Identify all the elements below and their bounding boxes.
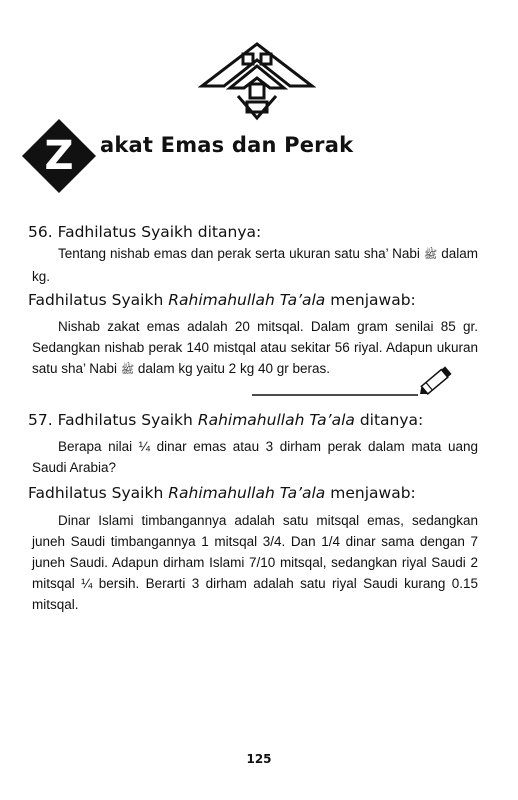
question-57-text: Berapa nilai ¼ dinar emas atau 3 dirham perak dalam mata uang Saudi Arabia? (32, 439, 478, 475)
pbuh-symbol: ﷺ (423, 249, 438, 261)
answer-57-text: Dinar Islami timbangannya adalah satu mitsqal emas, sedangkan juneh Saudi timbangannya 1 mitsqal 3/4. Dan 1/4 dinar sama dengan 7 juneh Saudi. Adapun dirham Islami 7/10 mitsqal, sedangkan riyal Saudi 2 mitsqal ¼ bersih. Berarti 3 dirham adalah satu riyal Saudi kurang 0.15 mitsqal. (32, 513, 478, 612)
page-number: 125 (246, 752, 272, 766)
question-57-heading: 57. Fadhilatus Syaikh Rahimahullah Ta’ala ditanya: (28, 411, 424, 429)
header-ornament-icon (198, 40, 316, 122)
chapter-letter-badge (20, 117, 98, 195)
question-56-text: Tentang nishab emas dan perak serta ukuran satu sha’ Nabi ﷺ dalam kg. (32, 246, 478, 284)
pencil-divider-icon (250, 364, 460, 400)
answer-56-text: Nishab zakat emas adalah 20 mitsqal. Dalam gram senilai 85 gr. Sedangkan nishab perak 140 mistqal atau sekitar 56 riyal. Adapun ukuran satu sha’ Nabi ﷺ dalam kg yaitu 2 kg 40 gr beras. (32, 319, 478, 376)
pbuh-symbol: ﷺ (120, 364, 135, 376)
answer-56-heading: Fadhilatus Syaikh Rahimahullah Ta’ala menjawab: (28, 291, 416, 309)
question-56-heading: 56. Fadhilatus Syaikh ditanya: (28, 223, 262, 241)
chapter-title: akat Emas dan Perak (100, 133, 354, 157)
answer-57-heading: Fadhilatus Syaikh Rahimahullah Ta’ala menjawab: (28, 484, 416, 502)
chapter-letter: Z (44, 133, 74, 179)
